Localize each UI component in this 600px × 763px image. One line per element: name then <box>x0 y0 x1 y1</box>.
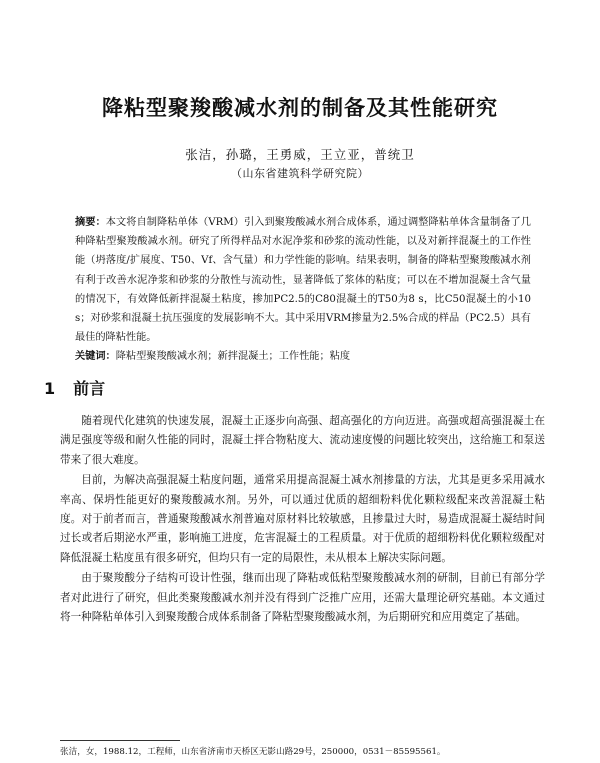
body-text <box>60 412 545 627</box>
keywords-label: 关键词： <box>75 351 116 362</box>
keywords-text: 降粘型聚羧酸减水剂；新拌混凝土；工作性能；粘度 <box>115 351 351 362</box>
author-list: 张洁，孙璐，王勇威，王立亚，普统卫 <box>185 147 415 162</box>
paragraph: 随着现代化建筑的快速发展，混凝土正逐步向高强、超高强化的方向迈进。高强或超高强混凝土在满足强度等级和耐久性能的同时，混凝土拌合物粘度大、流动速度慢的问题比较突出，这给施工和泵送带来了很大难度。 <box>60 415 545 466</box>
abstract <box>75 213 531 347</box>
keywords <box>75 348 531 366</box>
abstract-text: 本文将自制降粘单体（VRM）引入到聚羧酸减水剂合成体系，通过调整降粘单体含量制备了几种降粘型聚羧酸减水剂。研究了所得样品对水泥净浆和砂浆的流动性能，以及对新拌混凝土的工作性能（坍落度/扩展度、T50、Vf、含气量）和力学性能的影响。结果表明，制备的降粘型聚羧酸减水剂有利于改善水泥净浆和砂浆的分散性与流动性，显著降低了浆体的粘度；可以在不增加混凝土含气量的情况下，有效降低新拌混凝土粘度，掺加PC2.5的C80混凝土的T50为8 s，比C50混凝土的小10 s；对砂浆和混凝土抗压强度的发展影响不大。其中采用VRM掺量为2.5%合成的样品（PC2.5）具有最佳的降粘性能。 <box>75 217 531 344</box>
paragraph: 由于聚羧酸分子结构可设计性强，继而出现了降粘或低粘型聚羧酸减水剂的研制，目前已有部分学者对此进行了研究，但此类聚羧酸减水剂并没有得到广泛推广应用，还需大量理论研究基础。本文通过将一种降粘单体引入到聚羧酸合成体系制备了降粘型聚羧酸减水剂，为后期研究和应用奠定了基础。 <box>60 572 545 624</box>
footnote: 张洁，女，1988.12，工程师，山东省济南市天桥区无影山路29号，250000，0531－85595561。 <box>60 747 446 757</box>
affiliation: （山东省建筑科学研究院） <box>231 167 369 180</box>
footnote-divider <box>60 740 180 741</box>
section-number: 1 <box>44 379 56 398</box>
section-heading <box>44 376 105 399</box>
abstract-label: 摘要： <box>75 217 106 228</box>
section-title: 前言 <box>73 379 106 398</box>
paper-title: 降粘型聚羧酸减水剂的制备及其性能研究 <box>102 96 498 120</box>
paragraph: 目前，为解决高强混凝土粘度问题，通常采用提高混凝土减水剂掺量的方法，尤其是更多采用减水率高、保坍性能更好的聚羧酸减水剂。另外，可以通过优质的超细粉料优化颗粒级配来改善混凝土粘度。对于前者而言，普通聚羧酸减水剂普遍对原材料比较敏感，且掺量过大时，易造成混凝土凝结时间过长或者后期泌水严重，影响施工进度，危害混凝土的工程质量。对于优质的超细粉料优化颗粒级配对降低混凝土粘度虽有很多研究，但均只有一定的局限性，未从根本上解决实际问题。 <box>60 474 545 564</box>
